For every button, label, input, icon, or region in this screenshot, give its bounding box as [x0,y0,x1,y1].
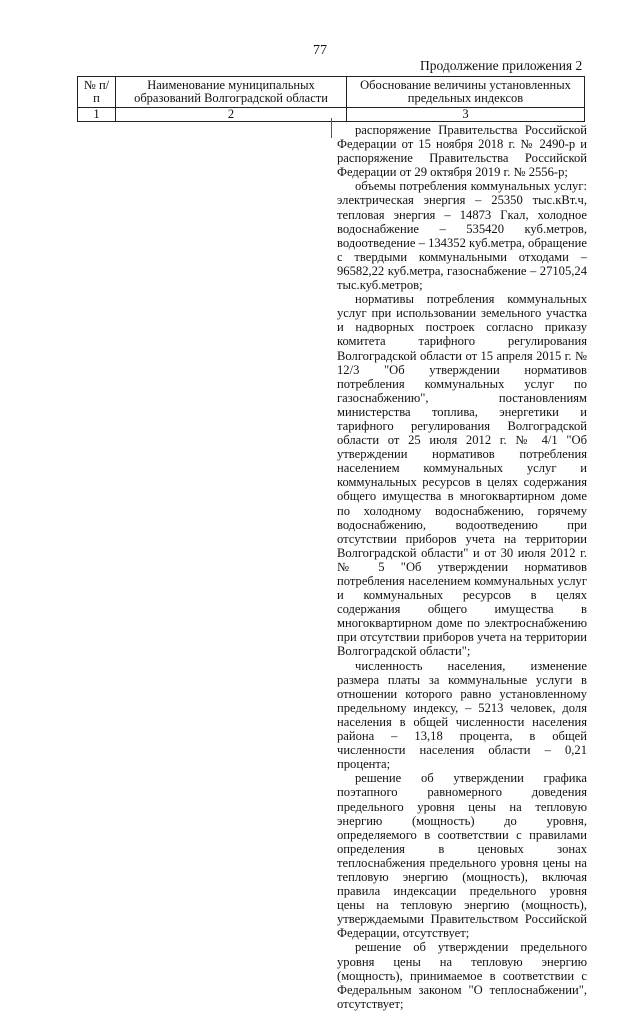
paragraph-legal-acts: распоряжение Правительства Российской Федерации от 15 ноября 2018 г. № 2490-р и распоряжение Правительства Российской Федерации от 29 октября 2019 г. № 2556-р; [337,123,587,180]
header-table [77,76,585,122]
justification-column [337,123,587,1011]
paragraph-population: численность населения, изменение размера платы за коммунальные услуги в отношении которого равно установленному предельному индексу, – 5213 человек, доля населения в общей численности населения района – 13,18 процента, в общей численности населения области – 0,21 процента; [337,658,587,772]
index-cell-2: 2 [116,108,347,122]
page-number: 77 [313,43,327,58]
header-cell-justification: Обоснование величины установленных предельных индексов [347,77,585,108]
paragraph-consumption-norms: нормативы потребления коммунальных услуг при использовании земельного участка и надворных построек согласно приказу комитета тарифного регулирования Волгоградской области от 15 апреля 2015 г. № 12/3 "Об утверждении нормативов потребления коммунальных услуг по газоснабжению", постановлениям министерства топлива, энергетики и тарифного регулирования Волгоградской области от 25 июля 2012 г. № 4/1 "Об утверждении нормативов потребления населением коммунальных услуг и коммунальных ресурсов в целях содержания общего имущества в многоквартирном доме по холодному водоснабжению, горячему водоснабжению, водоотведению при отсутствии приборов учета на территории Волгоградской области" и от 30 июля 2012 г. № 5 "Об утверждении нормативов потребления населением коммунальных услуг и коммунальных ресурсов в целях содержания общего имущества в многоквартирном доме по электроснабжению при отсутствии приборов учета на территории Волгоградской области"; [337,292,587,659]
header-cell-municipality: Наименование муниципальных образований Волгоградской области [116,77,347,108]
index-cell-1: 1 [78,108,116,122]
paragraph-consumption-volumes: объемы потребления коммунальных услуг: электрическая энергия – 25350 тыс.кВт.ч, тепловая энергия – 14873 Гкал, холодное водоснабжение – 535420 куб.метров, водоотведение – 134352 куб.метра, обращение с твердыми коммунальными отходами – 96582,22 куб.метра, газоснабжение – 27105,24 тыс.куб.метров; [337,179,587,293]
paragraph-price-level: решение об утверждении предельного уровня цены на тепловую энергию (мощность), принимаемое в соответствии с Федеральным законом "О теплоснабжении", отсутствует; [337,940,587,1011]
paragraph-price-schedule: решение об утверждении графика поэтапного равномерного доведения предельного уровня цены на тепловую энергию (мощность) до уровня, определяемого в соответствии с правилами определения в ценовых зонах теплоснабжения предельного уровня цены на тепловую энергию (мощность), включая правила индексации предельного уровня цены на тепловую энергию (мощность), утверждаемыми Правительством Российской Федерации, отсутствует; [337,771,587,941]
header-row [78,77,585,108]
header-cell-number: № п/п [78,77,116,108]
continuation-note: Продолжение приложения 2 [420,58,583,73]
column-divider [331,118,332,138]
index-cell-3: 3 [347,108,585,122]
